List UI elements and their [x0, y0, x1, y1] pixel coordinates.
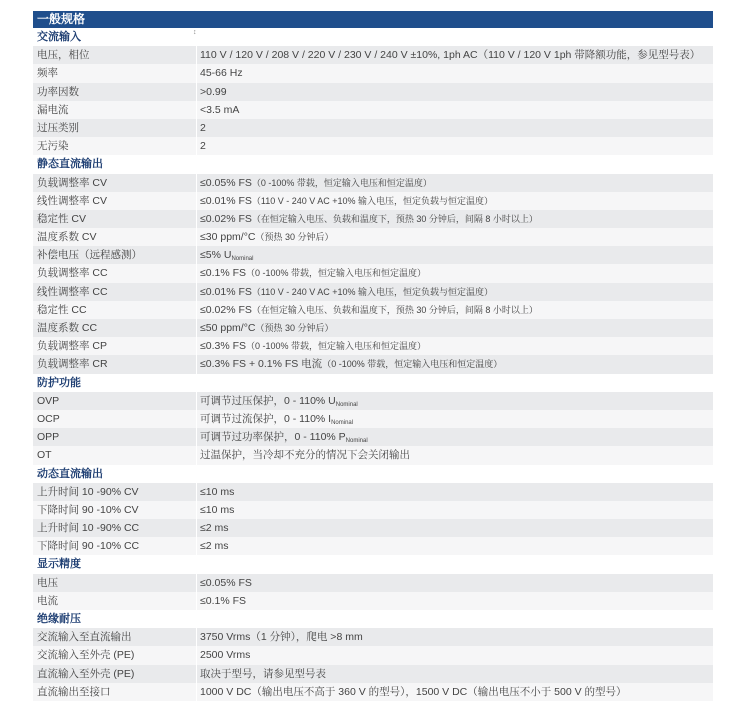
section-heading-label: 动态直流输出 — [33, 465, 196, 483]
table-row — [33, 64, 713, 82]
section-heading-spacer — [197, 465, 713, 483]
spec-value: ≤0.01% FS — [200, 194, 252, 207]
spec-value-cell — [197, 264, 713, 282]
spec-label: 补偿电压（远程感测） — [33, 246, 196, 264]
spec-note: （预热 30 分钟后） — [255, 323, 334, 333]
table-row — [33, 683, 713, 701]
spec-value: ≤0.02% FS — [200, 303, 252, 316]
section-heading-spacer — [197, 28, 713, 46]
spec-label: 负载调整率 CR — [33, 355, 196, 373]
spec-value: ≤0.01% FS — [200, 285, 252, 298]
spec-value-cell — [197, 337, 713, 355]
spec-value-cell — [197, 592, 713, 610]
spec-value-cell — [197, 428, 713, 446]
spec-value-cell — [197, 628, 713, 646]
section-heading-spacer — [197, 374, 713, 392]
spec-note: （预热 30 分钟后） — [255, 232, 334, 243]
spec-label: 负载调整率 CV — [33, 174, 196, 192]
spec-value: ≤0.3% FS — [200, 340, 247, 353]
spec-value-cell — [197, 355, 713, 373]
spec-note: （0 -100% 带载，恒定输入电压和恒定温度） — [246, 341, 427, 352]
spec-value-cell — [197, 228, 713, 246]
spec-value-cell — [197, 519, 713, 537]
table-row — [33, 137, 713, 155]
spec-value-cell — [197, 392, 713, 410]
spec-value-cell — [197, 192, 713, 210]
spec-value: ≤2 ms — [200, 540, 229, 553]
spec-label: 直流输入至外壳 (PE) — [33, 665, 196, 683]
spec-note: （0 -100% 带载，恒定输入电压和恒定温度） — [322, 359, 503, 370]
spec-label: 稳定性 CC — [33, 301, 196, 319]
spec-label: 温度系数 CC — [33, 319, 196, 337]
spec-label: 负载调整率 CP — [33, 337, 196, 355]
spec-label: 负载调整率 CC — [33, 264, 196, 282]
table-row — [33, 392, 713, 410]
spec-value: >0.99 — [200, 85, 227, 98]
table-row — [33, 119, 713, 137]
spec-table — [33, 11, 713, 701]
spec-value: ≤50 ppm/°C — [200, 322, 256, 334]
spec-value: ≤0.05% FS — [200, 176, 252, 189]
spec-value-cell — [197, 137, 713, 155]
section-heading-spacer — [197, 155, 713, 173]
spec-value: 过温保护，当冷却不充分的情况下会关闭输出 — [200, 449, 410, 462]
spec-value: 110 V / 120 V / 208 V / 220 V / 230 V / 240 V ±10%, 1ph AC（110 V / 120 V 1ph 带降额功能，参见型号表） — [200, 49, 701, 62]
spec-label: 电流 — [33, 592, 196, 610]
spec-label: 下降时间 90 -10% CC — [33, 537, 196, 555]
spec-label: 漏电流 — [33, 101, 196, 119]
table-row — [33, 501, 713, 519]
spec-value-cell — [197, 119, 713, 137]
spec-value-cell — [197, 537, 713, 555]
spec-label: 温度系数 CV — [33, 228, 196, 246]
spec-value-cell — [197, 301, 713, 319]
spec-value: ≤0.1% FS — [200, 267, 247, 280]
table-row — [33, 228, 713, 246]
spec-value: 3750 Vrms（1 分钟），爬电 >8 mm — [200, 631, 363, 644]
section-heading-label: 交流输入 — [33, 28, 196, 46]
table-row — [33, 592, 713, 610]
spec-note: （0 -100% 带载，恒定输入电压和恒定温度） — [246, 268, 427, 279]
spec-value: 2 — [200, 140, 206, 153]
section-heading — [33, 155, 713, 173]
spec-value: 可调节过流保护，0 - 110% I — [200, 412, 332, 425]
spec-value-subscript: Nominal — [345, 438, 368, 445]
spec-value-subscript: Nominal — [335, 401, 358, 408]
spec-value: <3.5 mA — [200, 103, 240, 116]
spec-value-cell — [197, 64, 713, 82]
spec-value-cell — [197, 574, 713, 592]
spec-label: 线性调整率 CC — [33, 283, 196, 301]
spec-value: 取决于型号，请参见型号表 — [200, 667, 326, 680]
spec-note: （在恒定输入电压、负载和温度下，预热 30 分钟后，间隔 8 小时以上） — [251, 213, 538, 224]
section-heading-label: 显示精度 — [33, 555, 196, 573]
spec-label: 稳定性 CV — [33, 210, 196, 228]
spec-label: 上升时间 10 -90% CV — [33, 483, 196, 501]
table-row — [33, 355, 713, 373]
section-heading-spacer — [197, 555, 713, 573]
table-row — [33, 319, 713, 337]
spec-label: 频率 — [33, 64, 196, 82]
spec-note: （0 -100% 带载，恒定输入电压和恒定温度） — [251, 177, 432, 188]
table-row — [33, 665, 713, 683]
spec-value-subscript: Nominal — [331, 419, 354, 426]
section-heading — [33, 610, 713, 628]
table-row — [33, 174, 713, 192]
table-row — [33, 446, 713, 464]
cursor-mark: ↕ — [193, 29, 197, 36]
spec-note: （110 V - 240 V AC +10% 输入电压，恒定负载与恒定温度） — [251, 286, 494, 297]
spec-label: 交流输入至直流输出 — [33, 628, 196, 646]
table-row — [33, 192, 713, 210]
spec-value-cell — [197, 83, 713, 101]
table-row — [33, 428, 713, 446]
spec-value: ≤0.3% FS + 0.1% FS 电流 — [200, 358, 323, 371]
table-row — [33, 301, 713, 319]
spec-value-cell — [197, 174, 713, 192]
spec-value: 可调节过压保护，0 - 110% U — [200, 394, 336, 407]
table-row — [33, 646, 713, 664]
spec-label: 无污染 — [33, 137, 196, 155]
spec-value-cell — [197, 46, 713, 64]
spec-value-cell — [197, 646, 713, 664]
section-heading — [33, 374, 713, 392]
table-row — [33, 283, 713, 301]
section-heading-label: 静态直流输出 — [33, 155, 196, 173]
table-row — [33, 483, 713, 501]
spec-value-cell — [197, 283, 713, 301]
spec-value: ≤10 ms — [200, 485, 235, 498]
spec-value-cell — [197, 483, 713, 501]
spec-value: 1000 V DC（输出电压不高于 360 V 的型号），1500 V DC（输出电压不小于 500 V 的型号） — [200, 685, 627, 698]
spec-value: 2 — [200, 121, 206, 134]
spec-label: OVP — [33, 392, 196, 410]
table-row — [33, 574, 713, 592]
spec-label: OPP — [33, 428, 196, 446]
spec-note: （在恒定输入电压、负载和温度下，预热 30 分钟后，间隔 8 小时以上） — [251, 304, 538, 315]
spec-value: ≤5% U — [200, 249, 232, 262]
spec-value: ≤0.1% FS — [200, 594, 247, 607]
spec-label: 上升时间 10 -90% CC — [33, 519, 196, 537]
table-row — [33, 46, 713, 64]
spec-label: 过压类别 — [33, 119, 196, 137]
spec-value: ≤30 ppm/°C — [200, 231, 256, 244]
spec-label: 功率因数 — [33, 83, 196, 101]
spec-label: 交流输入至外壳 (PE) — [33, 646, 196, 664]
spec-label: 电压，相位 — [33, 46, 196, 64]
spec-value: ≤2 ms — [200, 522, 229, 535]
section-heading-spacer — [197, 610, 713, 628]
table-row — [33, 628, 713, 646]
spec-value-cell — [197, 101, 713, 119]
spec-value-cell — [197, 210, 713, 228]
spec-label: 下降时间 90 -10% CV — [33, 501, 196, 519]
section-heading — [33, 465, 713, 483]
spec-note: （110 V - 240 V AC +10% 输入电压，恒定负载与恒定温度） — [251, 195, 494, 206]
section-heading-label: 绝缘耐压 — [33, 610, 196, 628]
table-title: 一般规格 — [33, 11, 713, 28]
spec-value: 2500 Vrms — [200, 649, 251, 662]
spec-value: ≤0.02% FS — [200, 212, 252, 225]
spec-value-cell — [197, 410, 713, 428]
spec-value: ≤0.05% FS — [200, 576, 252, 589]
spec-value-cell — [197, 683, 713, 701]
table-row — [33, 264, 713, 282]
spec-label: OT — [33, 446, 196, 464]
table-body — [33, 28, 713, 701]
table-row — [33, 246, 713, 264]
section-heading — [33, 28, 713, 46]
spec-label: OCP — [33, 410, 196, 428]
spec-value: 45-66 Hz — [200, 67, 243, 80]
table-row — [33, 337, 713, 355]
spec-value-cell — [197, 319, 713, 337]
spec-value-cell — [197, 665, 713, 683]
section-heading — [33, 555, 713, 573]
spec-value-cell — [197, 246, 713, 264]
table-row — [33, 537, 713, 555]
spec-value-subscript: Nominal — [231, 256, 254, 263]
spec-value-cell — [197, 446, 713, 464]
spec-label: 电压 — [33, 574, 196, 592]
spec-value: ≤10 ms — [200, 503, 235, 516]
spec-label: 直流输出至接口 — [33, 683, 196, 701]
section-heading-label: 防护功能 — [33, 374, 196, 392]
table-row — [33, 410, 713, 428]
spec-value: 可调节过功率保护，0 - 110% P — [200, 431, 346, 444]
spec-value-cell — [197, 501, 713, 519]
table-row — [33, 101, 713, 119]
table-row — [33, 83, 713, 101]
table-row — [33, 519, 713, 537]
table-row — [33, 210, 713, 228]
spec-label: 线性调整率 CV — [33, 192, 196, 210]
